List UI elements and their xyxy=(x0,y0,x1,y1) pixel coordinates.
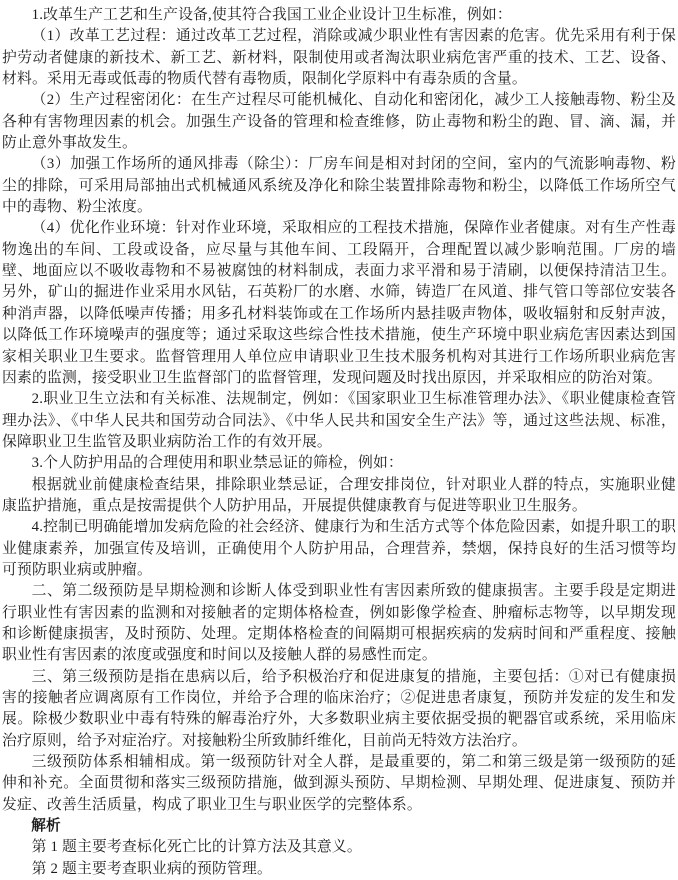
paragraph-item3-detail: 根据就业前健康检查结果，排除职业禁忌证，合理安排岗位，针对职业人群的特点，实施职业健康监护措施，重点是按需提供个人防护用品，开展提供健康教育与促进等职业卫生服务。 xyxy=(2,476,676,514)
paragraph-measure-2: （2）生产过程密闭化：在生产过程尽可能机械化、自动化和密闭化，减少工人接触毒物、粉尘及各种有害物理因素的机会。加强生产设备的管理和检查维修，防止毒物和粉尘的跑、冒、滴、漏，并防止意外事故发生。 xyxy=(2,92,676,152)
paragraph-secondary-prevention: 二、第二级预防是早期检测和诊断人体受到职业性有害因素所致的健康损害。主要手段是定期进行职业性有害因素的监测和对接触者的定期体格检查，例如影像学检查、肿瘤标志物等，以早期发现和诊断健康损害，及时预防、处理。定期体格检查的间隔期可根据疾病的发病时间和严重程度、接触职业性有害因素的浓度或强度和时间以及接触人群的易感性而定。 xyxy=(2,583,676,664)
paragraph-tertiary-prevention: 三、第三级预防是指在患病以后，给予积极治疗和促进康复的措施，主要包括：①对已有健康损害的接触者应调离原有工作岗位，并给予合理的临床治疗；②促进患者康复，预防并发症的发生和发展。除极少数职业中毒有特殊的解毒治疗外，大多数职业病主要依据受损的靶器官或系统，采用临床治疗原则，给予对症治疗。对接触粉尘所致肺纤维化，目前尚无特效方法治疗。 xyxy=(2,668,676,749)
paragraph-summary: 三级预防体系相辅相成。第一级预防针对全人群，是最重要的，第二和第三级是第一级预防的延伸和补充。全面贯彻和落实三级预防措施，做到源头预防、早期检测、早期处理、促进康复、预防并发症、改善生活质量，构成了职业卫生与职业医学的完整体系。 xyxy=(2,754,676,813)
analysis-heading: 解析 xyxy=(31,818,61,835)
paragraph-measure-4: （4）优化作业环境：针对作业环境，采取相应的工程技术措施，保障作业者健康。对有生产性毒物逸出的车间、工段或设备，应尽量与其他车间、工段隔开，合理配置以减少影响范围。厂房的墙壁、地面应以不吸收毒物和不易被腐蚀的材料制成，表面力求平滑和易于清刷，以便保持清洁卫生。另外，矿山的掘进作业采用水风钻，石英粉厂的水磨、水筛，铸造厂在风道、排气管口等部位安装各种消声器，以降低噪声传播；用多孔材料装饰或在工作场所内悬挂吸声物体，吸收辐射和反射声波，以降低工作环境噪声的强度等；通过采取这些综合性技术措施，使生产环境中职业病危害因素达到国家相关职业卫生要求。监督管理用人单位应申请职业卫生技术服务机构对其进行工作场所职业病危害因素的监测，接受职业卫生监督部门的监督管理，发现问题及时找出原因，并采取相应的防治对策。 xyxy=(2,220,676,386)
paragraph-item1: 1.改革生产工艺和生产设备,使其符合我国工业企业设计卫生标准，例如： xyxy=(31,7,512,23)
paragraph-measure-1: （1）改革工艺过程：通过改革工艺过程，消除或减少职业性有害因素的危害。优先采用有利于保护劳动者健康的新技术、新工艺、新材料，限制使用或者淘汰职业病危害严重的技术、工艺、设备、材料。采用无毒或低毒的物质代替有毒物质，限制化学原料中有毒杂质的含量。 xyxy=(2,28,676,88)
analysis-item-1: 第 1 题主要考查标化死亡比的计算方法及其意义。 xyxy=(31,839,362,856)
paragraph-item2: 2.职业卫生立法和有关标准、法规制定，例如：《国家职业卫生标准管理办法》、《职业健康检查管理办法》、《中华人民共和国劳动合同法》、《中华人民共和国安全生产法》等，通过这些法规、标准，保障职业卫生监管及职业病防治工作的有效开展。 xyxy=(2,391,676,450)
analysis-item-2: 第 2 题主要考查职业病的预防管理。 xyxy=(31,860,272,877)
paragraph-measure-3: （3）加强工作场所的通风排毒（除尘）：厂房车间是相对封闭的空间，室内的气流影响毒物、粉尘的排除，可采用局部抽出式机械通风系统及净化和除尘装置排除毒物和粉尘，以降低工作场所空气中的毒物、粉尘浓度。 xyxy=(2,156,676,216)
paragraph-item3: 3.个人防护用品的合理使用和职业禁忌证的筛检，例如： xyxy=(31,455,404,472)
paragraph-item4: 4.控制已明确能增加发病危险的社会经济、健康行为和生活方式等个体危险因素，如提升职工的职业健康素养，加强宣传及培训，正确使用个人防护用品，合理营养，禁烟，保持良好的生活习惯等均可预防职业病或肿瘤。 xyxy=(2,519,676,578)
